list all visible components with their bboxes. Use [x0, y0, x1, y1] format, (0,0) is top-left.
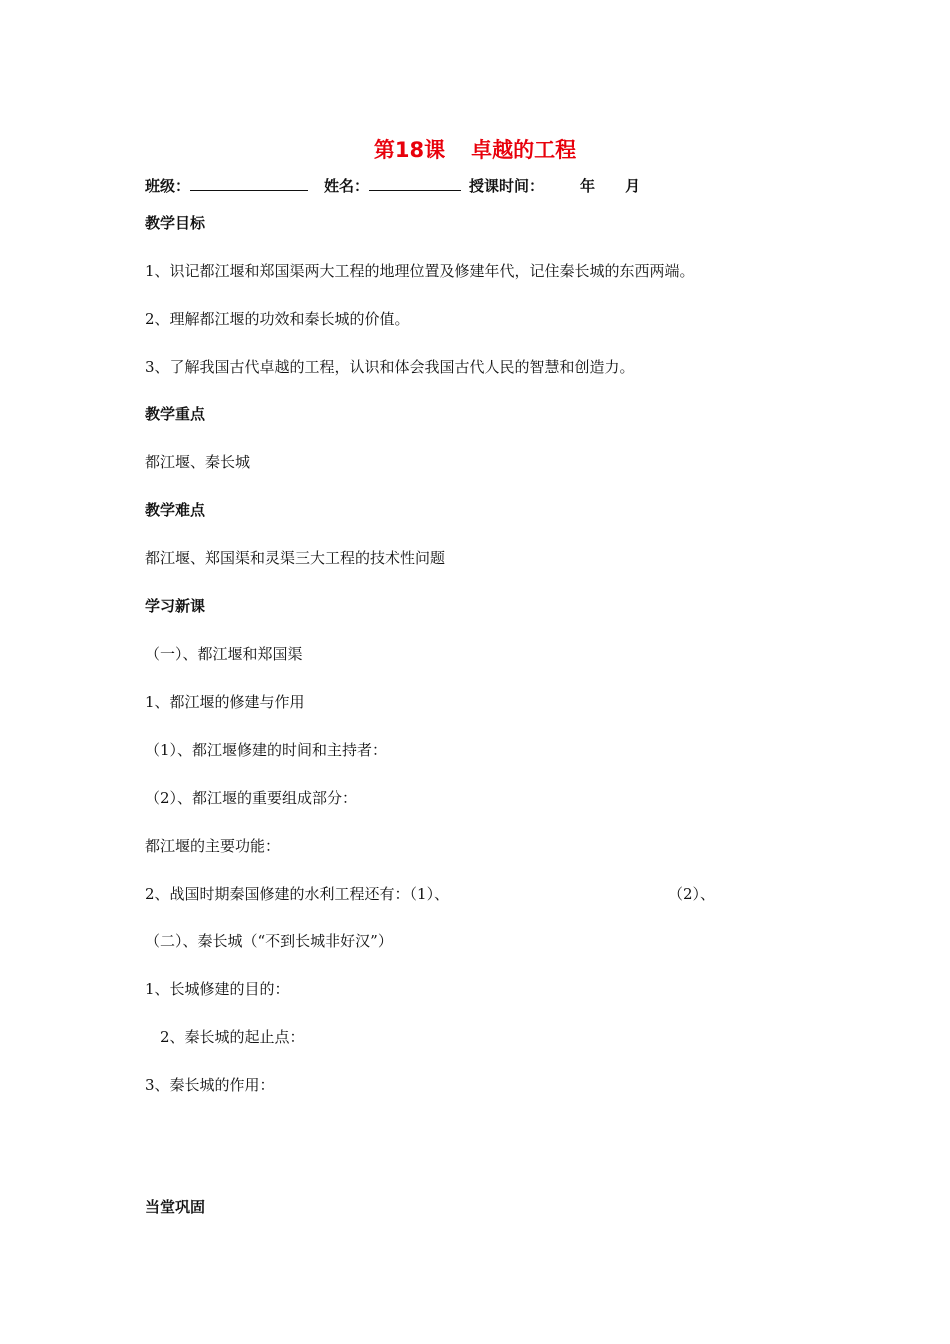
year-label: 年 [580, 177, 596, 195]
objectives-heading: 教学目标 [145, 214, 206, 232]
part-2-item-2: 2、秦长城的起止点： [160, 1028, 305, 1046]
month-label: 月 [625, 177, 641, 195]
objective-1: 1、识记都江堰和郑国渠两大工程的地理位置及修建年代，记住秦长城的东西两端。 [145, 262, 695, 280]
lesson-number: 第18课 [373, 138, 446, 162]
part-1-item-2-a: 2、战国时期秦国修建的水利工程还有：（1）、 [145, 885, 450, 903]
student-info-line [145, 175, 640, 196]
class-label: 班级： [145, 177, 191, 195]
time-label: 授课时间： [469, 177, 545, 195]
part-2-item-3: 3、秦长城的作用： [145, 1076, 275, 1094]
part-1-item-1-function: 都江堰的主要功能： [145, 837, 281, 855]
part-1-title: （一）、都江堰和郑国渠 [145, 645, 303, 663]
objective-3: 3、了解我国古代卓越的工程，认识和体会我国古代人民的智慧和创造力。 [145, 358, 635, 376]
name-blank[interactable] [369, 176, 461, 191]
objective-2: 2、理解都江堰的功效和秦长城的价值。 [145, 310, 410, 328]
part-2-item-1: 1、长城修建的目的： [145, 980, 290, 998]
lesson-topic: 卓越的工程 [471, 138, 577, 162]
key-points-text: 都江堰、秦长城 [145, 453, 251, 471]
consolidation-heading: 当堂巩固 [145, 1198, 206, 1216]
new-lesson-heading: 学习新课 [145, 597, 206, 615]
part-1-item-1-sub-1: （1）、都江堰修建的时间和主持者： [145, 741, 388, 759]
part-1-item-1-sub-2: （2）、都江堰的重要组成部分： [145, 789, 358, 807]
difficulty-text: 都江堰、郑国渠和灵渠三大工程的技术性问题 [145, 549, 446, 567]
class-blank[interactable] [190, 176, 308, 191]
part-2-title: （二）、秦长城（“不到长城非好汉”） [145, 932, 393, 950]
key-points-heading: 教学重点 [145, 405, 206, 423]
name-label: 姓名： [324, 177, 370, 195]
part-1-item-2-b: （2）、 [668, 885, 716, 903]
lesson-title [0, 134, 950, 164]
difficulty-heading: 教学难点 [145, 501, 206, 519]
part-1-item-1: 1、都江堰的修建与作用 [145, 693, 305, 711]
